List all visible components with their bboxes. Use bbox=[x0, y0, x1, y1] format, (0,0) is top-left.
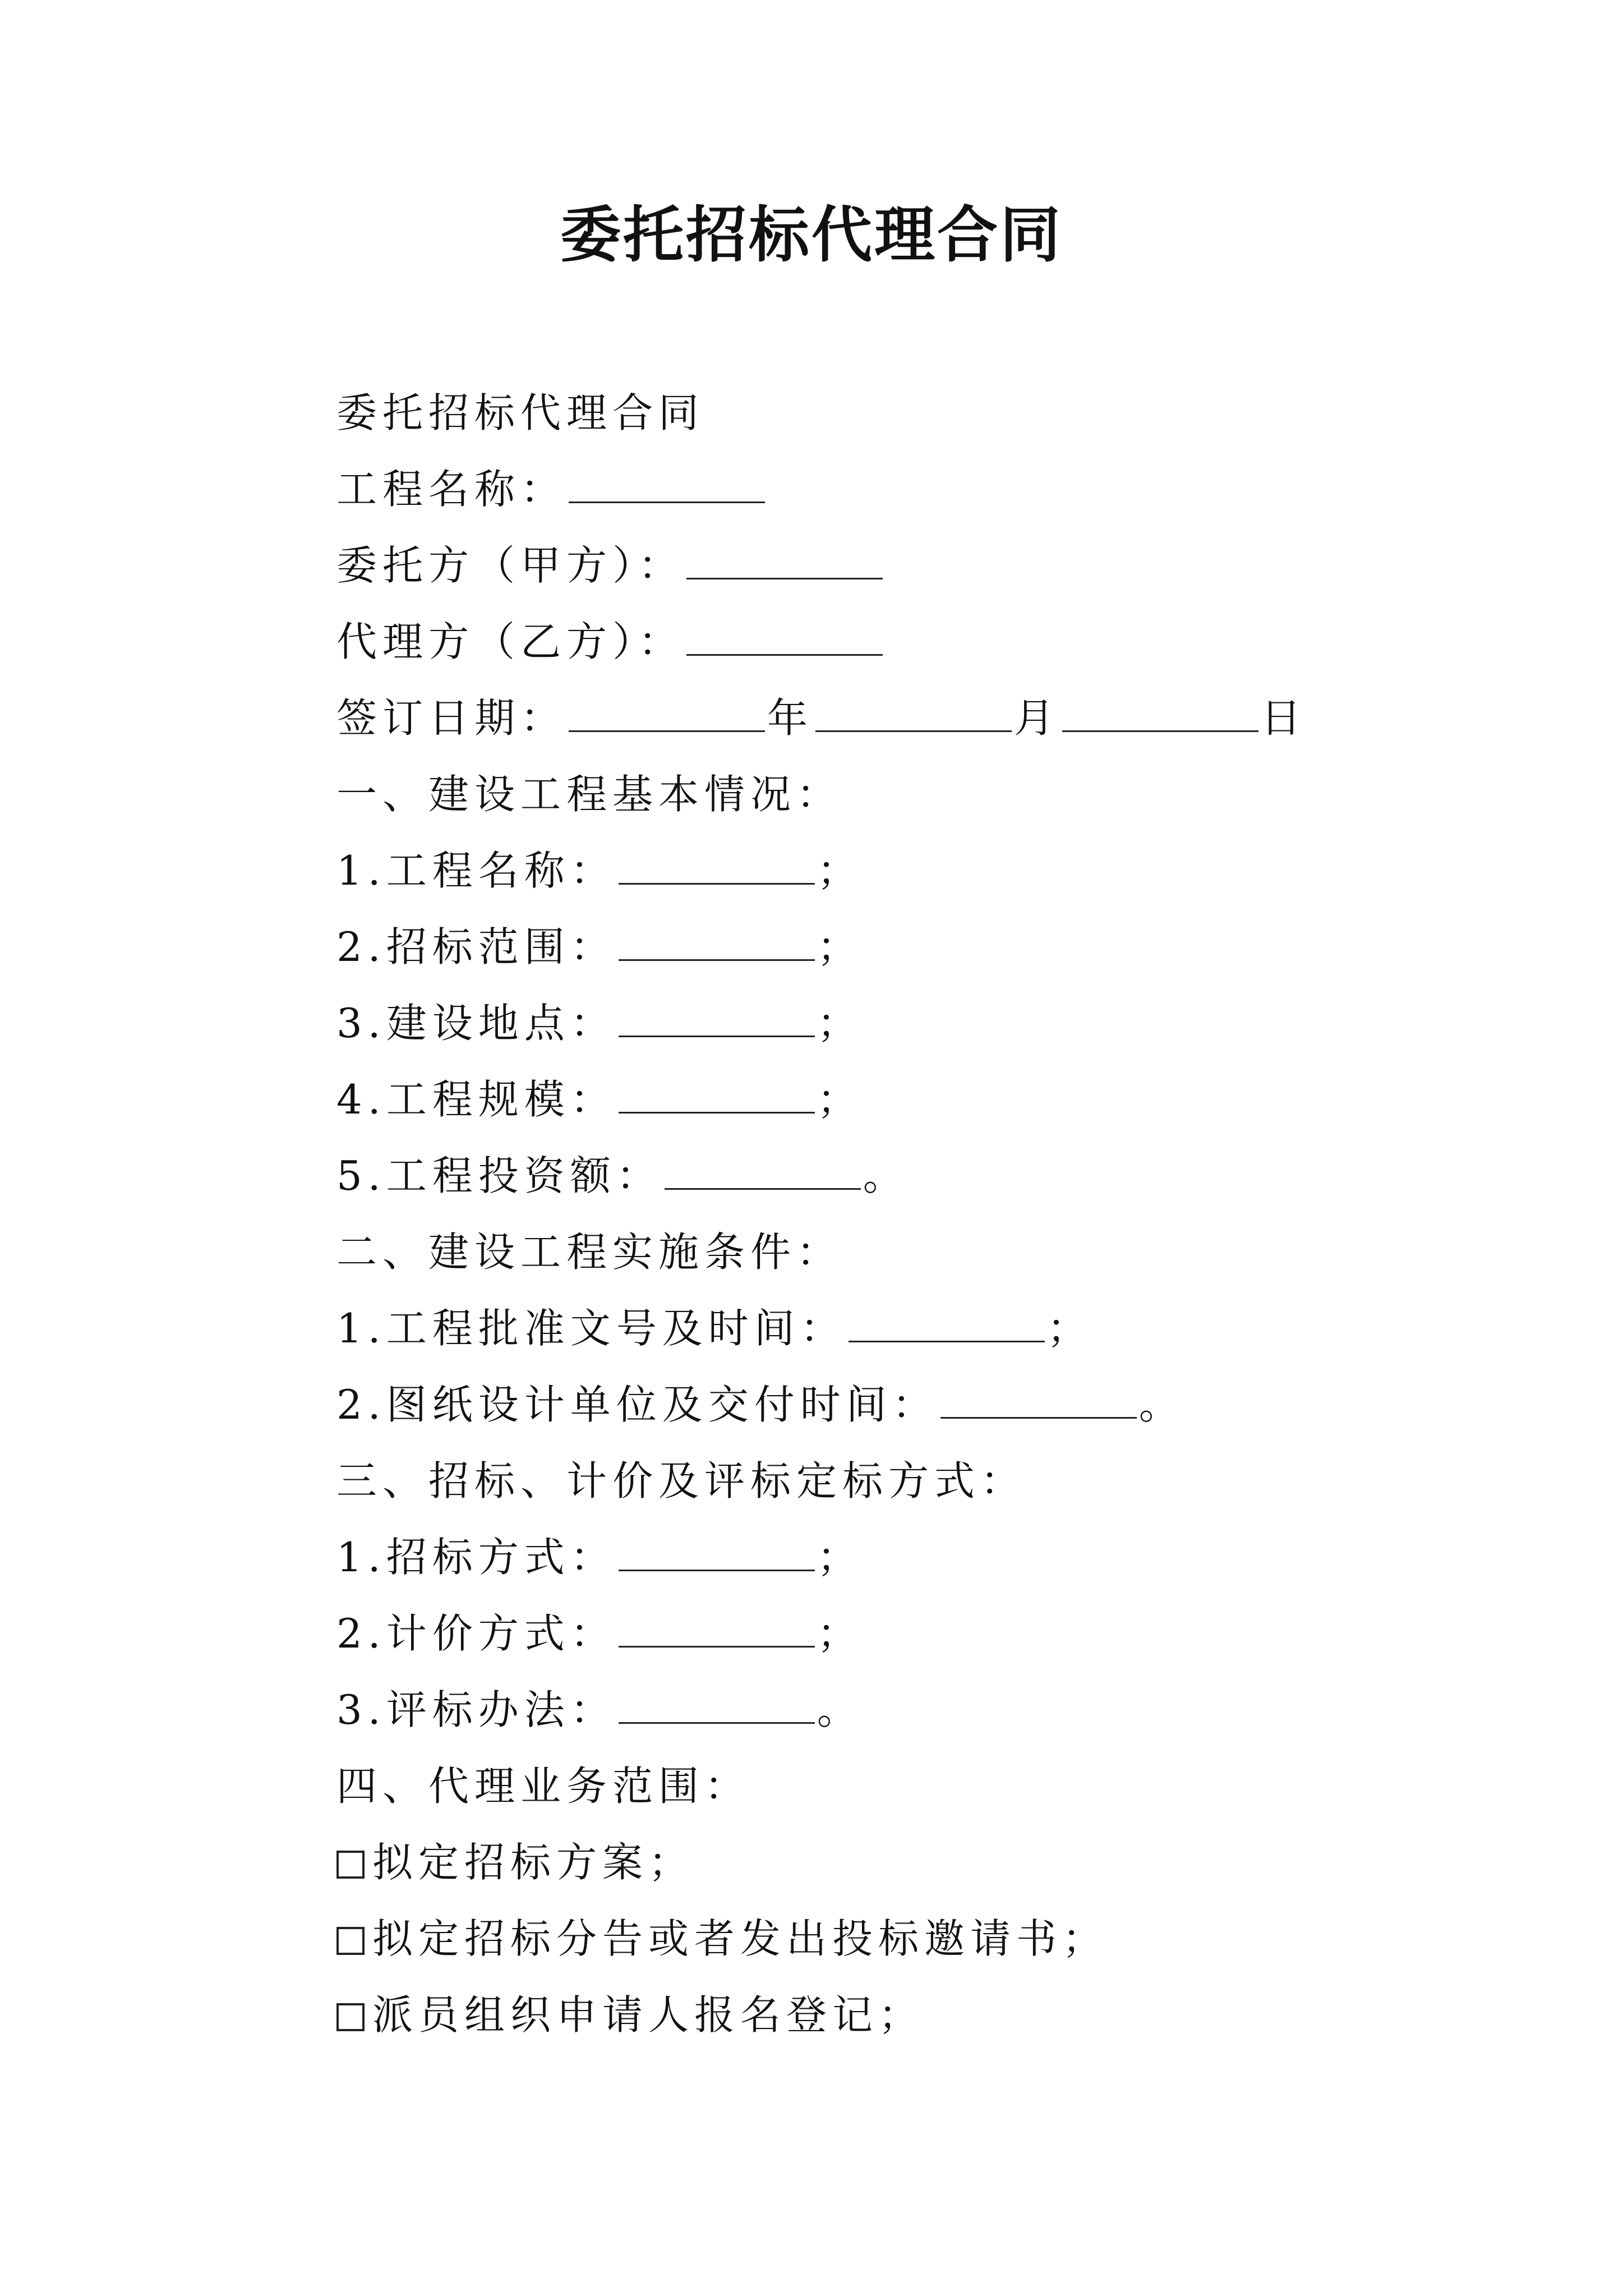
item-end: 。 bbox=[1138, 1381, 1185, 1428]
month-label: 月 bbox=[1014, 694, 1061, 742]
checkbox-label: 派员组织申请人报名登记； bbox=[372, 1991, 925, 2039]
item-end: ； bbox=[817, 923, 863, 970]
blank-line bbox=[940, 1387, 1137, 1419]
item-label: 4.工程规模： bbox=[336, 1076, 616, 1123]
item-label: 1.工程名称： bbox=[336, 847, 616, 894]
item-end: ； bbox=[817, 1534, 863, 1581]
section-item bbox=[336, 1290, 1514, 1366]
item-end: 。 bbox=[817, 1686, 863, 1733]
item-label: 2.招标范围： bbox=[336, 923, 616, 970]
item-label: 1.工程批准文号及时间： bbox=[336, 1305, 846, 1352]
document-title: 委托招标代理合同 bbox=[560, 200, 1063, 270]
agent-party-field bbox=[336, 604, 1514, 680]
item-label: 2.图纸设计单位及交付时间： bbox=[336, 1381, 938, 1428]
section-heading: 二、建设工程实施条件： bbox=[336, 1228, 843, 1276]
checkbox-icon[interactable] bbox=[336, 2003, 365, 2031]
section-heading: 四、代理业务范围： bbox=[336, 1763, 751, 1810]
field-label: 签订日期： bbox=[336, 694, 567, 742]
section-heading: 一、建设工程基本情况： bbox=[336, 771, 843, 818]
blank-line bbox=[1062, 700, 1258, 732]
blank-line bbox=[849, 1310, 1045, 1342]
document-body bbox=[336, 375, 1514, 2053]
blank-line bbox=[619, 1539, 815, 1571]
year-label: 年 bbox=[767, 694, 814, 742]
section-item bbox=[336, 1595, 1514, 1672]
section-item bbox=[336, 832, 1514, 909]
blank-line bbox=[815, 700, 1012, 732]
sign-date-field bbox=[336, 680, 1514, 756]
section-item bbox=[336, 1366, 1514, 1443]
checkbox-item bbox=[336, 1901, 1514, 1977]
blank-line bbox=[665, 1158, 861, 1190]
blank-line bbox=[619, 1082, 815, 1114]
checkbox-icon[interactable] bbox=[336, 1851, 365, 1879]
blank-line bbox=[619, 853, 815, 885]
checkbox-label: 拟定招标分告或者发出投标邀请书； bbox=[372, 1915, 1109, 1962]
section-item bbox=[336, 1061, 1514, 1138]
checkbox-item bbox=[336, 1824, 1514, 1901]
blank-line bbox=[619, 929, 815, 961]
section-item bbox=[336, 1519, 1514, 1595]
field-label: 代理方（乙方）： bbox=[336, 618, 685, 665]
field-label: 工程名称： bbox=[336, 466, 567, 513]
day-label: 日 bbox=[1261, 694, 1307, 742]
checkbox-icon[interactable] bbox=[336, 1927, 365, 1955]
item-label: 1.招标方式： bbox=[336, 1534, 616, 1581]
field-label: 委托方（甲方）： bbox=[336, 542, 685, 589]
blank-line bbox=[569, 471, 765, 503]
blank-line bbox=[619, 1616, 815, 1648]
client-party-field bbox=[336, 527, 1514, 604]
document-subtitle: 委托招标代理合同 bbox=[336, 389, 705, 436]
blank-line bbox=[686, 547, 883, 579]
checkbox-item bbox=[336, 1977, 1514, 2053]
checkbox-label: 拟定招标方案； bbox=[372, 1839, 695, 1886]
blank-line bbox=[686, 624, 883, 656]
blank-line bbox=[569, 700, 765, 732]
project-name-field bbox=[336, 451, 1514, 527]
item-label: 3.建设地点： bbox=[336, 1000, 616, 1047]
blank-line bbox=[619, 1692, 815, 1724]
section-heading: 三、招标、计价及评标定标方式： bbox=[336, 1457, 1027, 1504]
item-label: 3.评标办法： bbox=[336, 1686, 616, 1733]
item-end: ； bbox=[817, 1610, 863, 1657]
blank-line bbox=[619, 1005, 815, 1037]
item-end: ； bbox=[817, 1076, 863, 1123]
section-item bbox=[336, 1138, 1514, 1214]
item-end: 。 bbox=[863, 1152, 909, 1199]
item-label: 5.工程投资额： bbox=[336, 1152, 662, 1199]
item-end: ； bbox=[817, 847, 863, 894]
section-item bbox=[336, 985, 1514, 1061]
item-end: ； bbox=[1046, 1305, 1093, 1352]
item-end: ； bbox=[817, 1000, 863, 1047]
item-label: 2.计价方式： bbox=[336, 1610, 616, 1657]
section-item bbox=[336, 1672, 1514, 1748]
section-item bbox=[336, 909, 1514, 985]
